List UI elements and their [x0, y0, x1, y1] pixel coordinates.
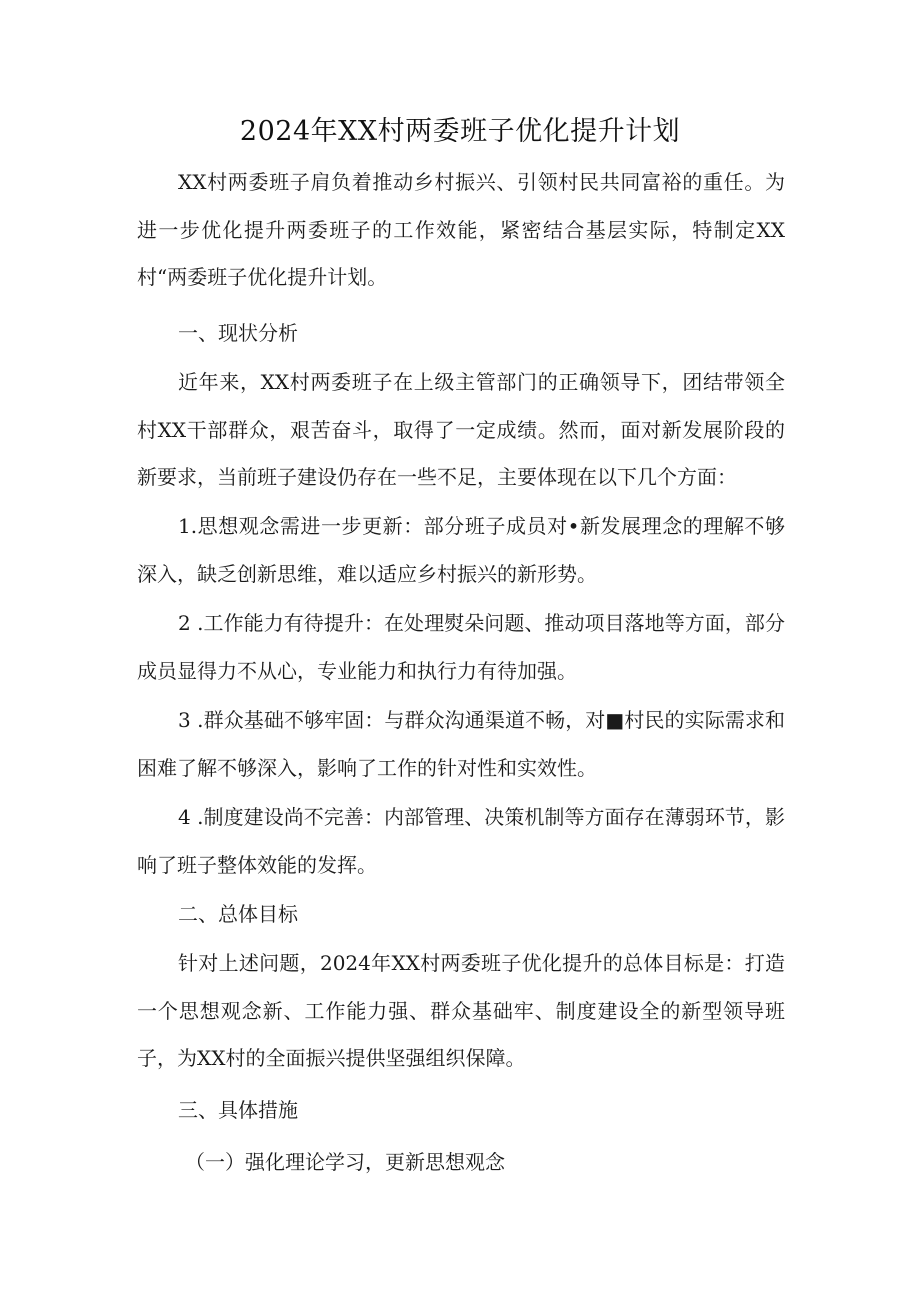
list-item: 3 .群众基础不够牢固：与群众沟通渠道不畅，对■村民的实际需求和困难了解不够深入，影响了工作的针对性和实效性。: [137, 708, 785, 780]
list-item: 1.思想观念需进一步更新：部分班子成员对•新发展理念的理解不够深入，缺乏创新思维，难以适应乡村振兴的新形势。: [137, 514, 785, 586]
intro-paragraph: XX村两委班子肩负着推动乡村振兴、引领村民共同富裕的重任。为进一步优化提升两委班子的工作效能，紧密结合基层实际，特制定XX村“两委班子优化提升计划。: [137, 170, 785, 289]
section-heading-overall-goal: 二、总体目标: [178, 902, 298, 926]
analysis-paragraph: 近年来，XX村两委班子在上级主管部门的正确领导下，团结带领全村XX干部群众，艰苦奋斗，取得了一定成绩。然而，面对新发展阶段的新要求，当前班子建设仍存在一些不足，主要体现在以下几个方面：: [137, 370, 785, 489]
list-item: 4 .制度建设尚不完善：内部管理、决策机制等方面存在薄弱环节，影响了班子整体效能的发挥。: [137, 805, 785, 877]
document-title: 2024年XX村两委班子优化提升计划: [239, 116, 681, 147]
sub-heading-theory-study: （一）强化理论学习，更新思想观念: [185, 1150, 505, 1174]
goal-paragraph: 针对上述问题，2024年XX村两委班子优化提升的总体目标是：打造一个思想观念新、工作能力强、群众基础牢、制度建设全的新型领导班子，为XX村的全面振兴提供坚强组织保障。: [137, 951, 785, 1070]
section-heading-current-analysis: 一、现状分析: [178, 321, 298, 345]
list-item: 2 .工作能力有待提升：在处理熨朵问题、推动项目落地等方面，部分成员显得力不从心，专业能力和执行力有待加强。: [137, 611, 785, 683]
section-heading-specific-measures: 三、具体措施: [178, 1098, 298, 1122]
